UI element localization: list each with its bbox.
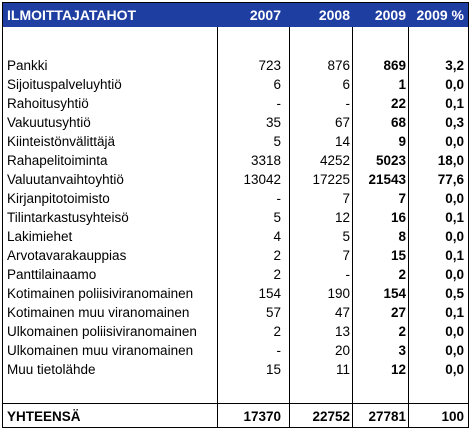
cell-2009-percent: 0,0 [445, 229, 464, 244]
cell-2008: 5 [342, 229, 350, 244]
cell-2009-percent: 0,0 [445, 77, 464, 92]
table-row [3, 304, 468, 323]
cell-2007: - [276, 343, 281, 358]
cell-2009-percent: 18,0 [437, 153, 464, 168]
total-2009-percent: 100 [441, 409, 464, 424]
cell-2008: 6 [342, 77, 350, 92]
total-row [3, 407, 468, 427]
cell-2009-percent: 0,0 [445, 191, 464, 206]
statistics-table [2, 2, 469, 428]
row-label: Muu tietolähde [7, 362, 96, 377]
cell-2007: 154 [258, 286, 281, 301]
cell-2008: 7 [342, 248, 350, 263]
row-label: Vakuutusyhtiö [7, 115, 91, 130]
cell-2009-percent: 0,0 [445, 343, 464, 358]
cell-2007: 723 [258, 58, 281, 73]
cell-2007: 15 [265, 362, 281, 377]
cell-2008: 13 [334, 324, 350, 339]
row-label: Sijoituspalveluyhtiö [7, 77, 122, 92]
total-2007: 17370 [243, 409, 281, 424]
cell-2008: 12 [334, 210, 350, 225]
cell-2007: 3318 [250, 153, 281, 168]
table-row [3, 209, 468, 228]
cell-2009-percent: 0,0 [445, 324, 464, 339]
cell-2009: 869 [383, 58, 406, 73]
table-row [3, 114, 468, 133]
row-label: Pankki [7, 58, 48, 73]
table-row [3, 133, 468, 152]
cell-2008: 7 [342, 191, 350, 206]
cell-2009: 9 [398, 134, 406, 149]
table-row [3, 57, 468, 76]
table-row [3, 342, 468, 361]
cell-2009: 5023 [375, 153, 406, 168]
cell-2008: 11 [335, 362, 350, 377]
row-label: Kiinteistönvälittäjä [7, 134, 116, 149]
row-label: Rahoitusyhtiö [7, 96, 89, 111]
row-label: Kirjanpitotoimisto [7, 191, 110, 206]
row-label: Panttilainaamo [7, 267, 97, 282]
row-label: Kotimainen muu viranomainen [7, 305, 190, 320]
row-label: Lakimiehet [7, 229, 73, 244]
table-header [3, 3, 468, 27]
cell-2008: 876 [327, 58, 350, 73]
cell-2009-percent: 0,0 [445, 134, 464, 149]
cell-2009: 68 [390, 115, 406, 130]
cell-2007: - [276, 96, 281, 111]
cell-2009-percent: 77,6 [437, 172, 464, 187]
cell-2007: 6 [273, 77, 281, 92]
header-label: ILMOITTAJATAHOT [7, 7, 137, 23]
total-divider [3, 403, 468, 404]
row-label: Kotimainen poliisiviranomainen [7, 286, 194, 301]
table-row [3, 95, 468, 114]
cell-2009: 2 [398, 324, 406, 339]
cell-2007: 4 [273, 229, 281, 244]
row-label: Rahapelitoiminta [7, 153, 108, 168]
row-label: Tilintarkastusyhteisö [7, 210, 129, 225]
row-label: Arvotavarakauppias [7, 248, 127, 263]
header-2009-percent: 2009 % [416, 7, 464, 23]
table-row [3, 152, 468, 171]
cell-2007: 5 [273, 134, 281, 149]
cell-2007: 13042 [243, 172, 281, 187]
table-row [3, 266, 468, 285]
row-label: Ulkomainen poliisiviranomainen [7, 324, 197, 339]
table-row [3, 285, 468, 304]
header-2007: 2007 [249, 7, 281, 23]
cell-2009: 2 [398, 267, 406, 282]
cell-2007: 5 [273, 210, 281, 225]
table-row [3, 361, 468, 380]
total-2008: 22752 [312, 409, 350, 424]
cell-2008: 17225 [312, 172, 350, 187]
cell-2008: - [345, 96, 350, 111]
row-label: Ulkomainen muu viranomainen [7, 343, 194, 358]
table-body [3, 57, 468, 380]
row-label: Valuutanvaihtoyhtiö [7, 172, 124, 187]
cell-2009: 154 [383, 286, 406, 301]
cell-2007: 2 [273, 267, 281, 282]
cell-2008: 4252 [319, 153, 350, 168]
total-2009: 27781 [368, 409, 406, 424]
table-row [3, 76, 468, 95]
cell-2009: 12 [390, 362, 406, 377]
cell-2009-percent: 0,1 [445, 210, 464, 225]
cell-2008: 47 [334, 305, 350, 320]
cell-2007: 2 [273, 248, 281, 263]
table-row [3, 323, 468, 342]
cell-2009: 16 [390, 210, 406, 225]
cell-2009: 21543 [368, 172, 406, 187]
table-row [3, 190, 468, 209]
cell-2008: 67 [334, 115, 350, 130]
cell-2007: 35 [265, 115, 281, 130]
cell-2007: 57 [265, 305, 281, 320]
table-row [3, 228, 468, 247]
cell-2009: 8 [398, 229, 406, 244]
cell-2008: 20 [334, 343, 350, 358]
cell-2007: 2 [273, 324, 281, 339]
cell-2009-percent: 0,3 [445, 115, 464, 130]
cell-2009: 3 [398, 343, 406, 358]
header-2008: 2008 [318, 7, 350, 23]
header-2009: 2009 [374, 7, 406, 23]
cell-2009: 1 [398, 77, 406, 92]
cell-2008: 14 [334, 134, 350, 149]
cell-2009-percent: 0,1 [445, 96, 464, 111]
cell-2008: - [345, 267, 350, 282]
table-row [3, 171, 468, 190]
cell-2009-percent: 0,1 [445, 305, 464, 320]
cell-2009: 22 [390, 96, 406, 111]
cell-2009: 15 [390, 248, 406, 263]
cell-2009: 27 [390, 305, 406, 320]
cell-2008: 190 [327, 286, 350, 301]
cell-2009-percent: 0,1 [445, 248, 464, 263]
total-label: YHTEENSÄ [7, 409, 81, 424]
cell-2009-percent: 0,0 [445, 267, 464, 282]
cell-2009-percent: 3,2 [445, 58, 464, 73]
cell-2009-percent: 0,5 [445, 286, 464, 301]
table-row [3, 247, 468, 266]
cell-2007: - [276, 191, 281, 206]
cell-2009-percent: 0,0 [445, 362, 464, 377]
cell-2009: 7 [398, 191, 406, 206]
